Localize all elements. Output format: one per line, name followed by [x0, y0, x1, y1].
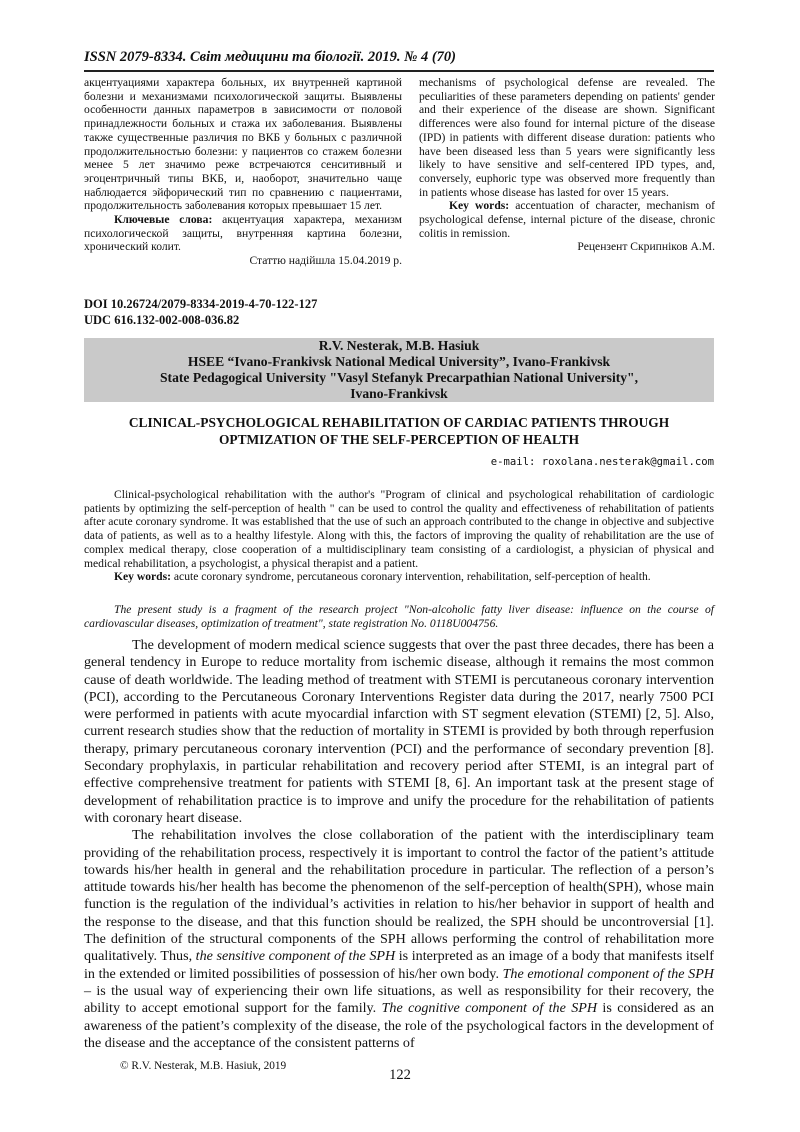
header-rule — [84, 70, 714, 72]
prev-keywords-en-text: accentuation of character, mechanism of psychological defense, internal picture of the disease, chronic colitis in remission. — [419, 199, 716, 240]
prev-abstract-en: mechanisms of psychological defense are revealed. The peculiarities of these parameters depending on patients' gender and their experience of the disease are shown. Significant differences were also found for internal picture of the disease (IPD) in patients with different disease duration: patients who have been diseased less than 5 years were significantly less likely to have sensitive and self-centered IPD types, and, conversely, euphoric type was observed more frequently than in patients whose disease has lasted for over 15 years. — [419, 76, 715, 199]
prev-keywords-en — [419, 199, 715, 240]
affiliation-2: State Pedagogical University "Vasyl Stefanyk Precarpathian National University", — [159, 370, 639, 385]
copyright: © R.V. Nesterak, M.B. Hasiuk, 2019 — [120, 1060, 287, 1072]
p2-part-c: – is the usual way of experiencing their own life situations, as well as responsibility for their recovery, the ability to accept emotional support for the family. — [84, 982, 714, 1017]
body-paragraph-1: The development of modern medical science suggests that over the past three decades, there has been a general tendency in Europe to reduce mortality from ischemic disease, although it remains the most common cause of death worldwide. The leading method of treatment with STEMI is percutaneous coronary intervention (PCI), according to the Percutaneous Coronary Interventions Register data during the 2017, nearly 7500 PCI were performed in patients with acute myocardial infarction with ST segment elevation (STEMI) [2, 5]. Also, current research studies show that the reduction of mortality in STEMI is provided by both through reperfusion therapy, primary percutaneous coronary intervention (PCI) and the performance of secondary prevention [8]. Secondary prophylaxis, in particular rehabilitation and recovery period after STEMI, is an integral part of effective comprehensive treatment for patients with STEMI [8, 6]. An important task at the present stage of development of rehabilitation practice is to improve and unify the procedure for the rehabilitation of patients with coronary heart disease. — [84, 637, 714, 826]
prev-received-date: Статтю надійшла 15.04.2019 р. — [249, 254, 402, 268]
contact-email: e-mail: roxolana.nesterak@gmail.com — [490, 456, 714, 468]
p2-part-a: The rehabilitation involves the close collaboration of the patient with the interdisciplinary team providing of the rehabilitation process, respectively it is important to control the factor of the patient’s attitude towards his/her health in general and the rehabilitation procedure in particular. The reflection of a person’s attitude towards his/her health has become the phenomenon of the self-perception of health(SPH), whose main function is the regulation of the individual’s activities in relation to his/her behavior in support of health and the response to the disease, and that this function should be realized, the SPH should be uncontroversial [1]. The definition of the structural components of the SPH allows performing the control of rehabilitation more qualitatively. Thus, — [84, 827, 714, 965]
keywords-label: Key words: — [114, 570, 171, 584]
p2-emphasis-emotional: The emotional component of the SPH — [502, 965, 714, 982]
doi: DOI 10.26724/2079-8334-2019-4-70-122-127 — [84, 297, 318, 311]
p2-emphasis-sensitive: the sensitive component of the SPH — [195, 948, 396, 965]
title-line-2: OPTMIZATION OF THE SELF-PERCEPTION OF HEALTH — [219, 432, 579, 447]
prev-abstract-ru: акцентуациями характера больных, их внутренней картиной болезни и механизмами психологической защиты. Выявлены особенности данных параметров в зависимости от половой принадлежности больных и стажа их заболевания. Выявлены также существенные различия по ВКБ у больных с различной продолжительностью болезни: у пациентов со стажем болезни менее 5 лет значимо реже встречаются сенситивный и эгоцентричный типы ВКБ, и, наоборот, значительно чаще наблюдается эйфорический тип по сравнению с пациентами, продолжительность заболевания которых превышает 15 лет. — [84, 76, 402, 213]
abstract — [84, 488, 714, 584]
journal-header: ISSN 2079-8334. Світ медицини та біології. 2019. № 4 (70) — [84, 49, 456, 65]
article-body — [84, 637, 714, 1052]
prev-reviewer: Рецензент Скрипніков А.М. — [577, 240, 715, 254]
keywords-text: acute coronary syndrome, percutaneous coronary intervention, rehabilitation, self-perception of health. — [171, 570, 651, 584]
prev-keywords-en-label: Key words: — [449, 199, 510, 213]
p2-part-d: is considered as an awareness of the patient’s complexity of the disease, the role of the psychological factors in the development of the disease and the acceptance of the consistent patterns of — [84, 1000, 715, 1051]
title-line-1: CLINICAL-PSYCHOLOGICAL REHABILITATION OF CARDIAC PATIENTS THROUGH — [128, 415, 670, 430]
affiliation-3: Ivano-Frankivsk — [350, 386, 448, 401]
abstract-text: Clinical-psychological rehabilitation with the author's "Program of clinical and psychological rehabilitation of cardiologic patients by optimizing the self-perception of health " can be used to control the quality and effectiveness of rehabilitation of patients after acute coronary syndrome. It was established that the use of such an approach contributed to the change in objective and subjective data of patients, as well as to a healthy lifestyle. Along with this, the factors of improving the quality of rehabilitation are the use of complex medical therapy, close cooperation of a multidisciplinary team consisting of a cardiologist, a physician of physical and medical rehabilitation, a psychologist, a physical therapist and a patient. — [84, 488, 714, 570]
authors: R.V. Nesterak, M.B. Hasiuk — [318, 338, 480, 353]
body-paragraph-2 — [84, 827, 714, 1052]
prev-article-right-column — [419, 76, 715, 254]
p2-emphasis-cognitive: The cognitive component of the SPH — [381, 1000, 598, 1017]
udc: UDC 616.132-002-008-036.82 — [84, 313, 240, 327]
prev-article-left-column — [84, 76, 402, 268]
author-affiliation-box — [84, 338, 714, 402]
prev-keywords-ru — [84, 213, 402, 254]
article-title — [84, 414, 714, 448]
affiliation-1: HSEE “Ivano-Frankivsk National Medical University”, Ivano-Frankivsk — [187, 354, 611, 369]
project-note: The present study is a fragment of the research project "Non-alcoholic fatty liver disease: influence on the course of cardiovascular diseases, optimization of treatment", state registration No. 0118U004756. — [84, 603, 714, 630]
page-number: 122 — [389, 1067, 411, 1083]
prev-keywords-ru-label: Ключевые слова: — [114, 213, 213, 227]
keywords — [84, 570, 714, 584]
prev-keywords-ru-text: акцентуация характера, механизм психологической защиты, внутренняя картина болезни, хронический колит. — [84, 213, 402, 254]
p2-part-b: is interpreted as an image of a body that manifests itself in the extended or limited possibilities of possession of his/her own body. — [84, 948, 714, 982]
article-identifiers — [84, 296, 317, 328]
